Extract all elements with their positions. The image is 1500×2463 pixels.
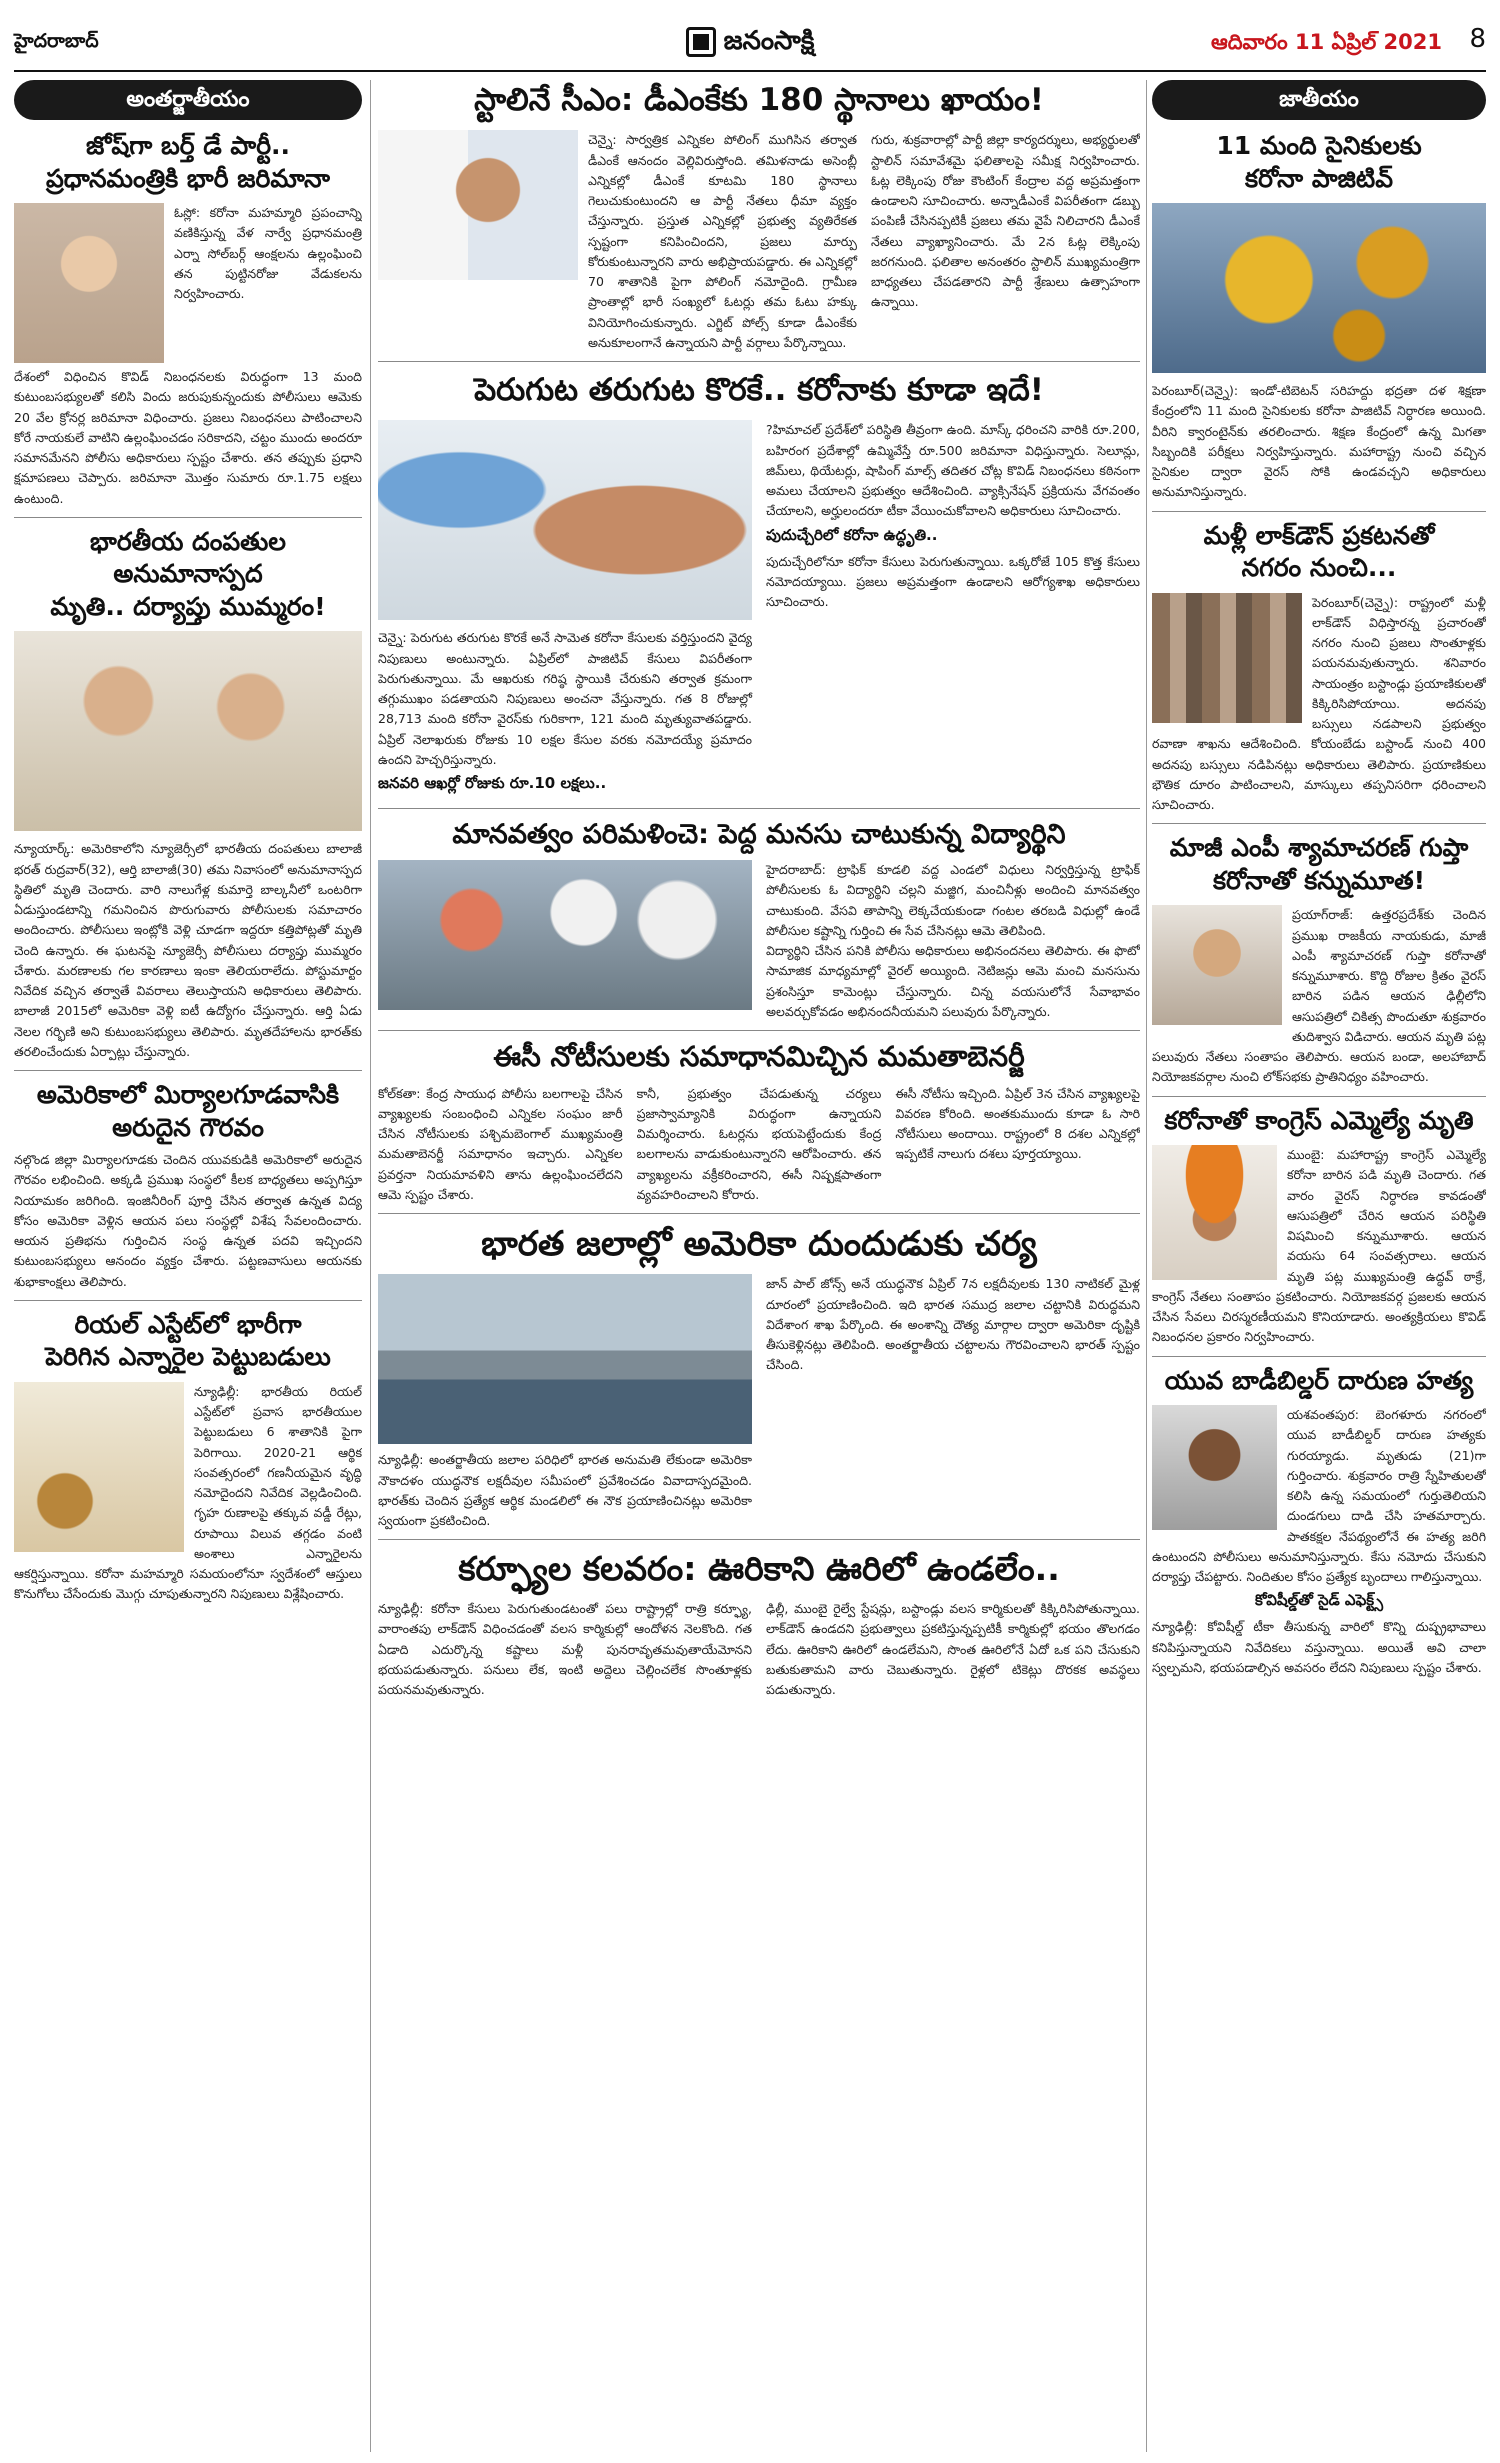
column-divider <box>370 80 371 2452</box>
headline-line: జోష్‌గా బర్త్ డే పార్టీ.. <box>85 131 291 160</box>
story-shyamacharan-gupta <box>1152 832 1486 1087</box>
story-body: విద్యార్థిని చేసిన పనికి పోలీసు అధికారులు అభినందనలు తెలిపారు. ఈ ఫొటో సామాజిక మాధ్యమాల్లో వైరల్ అయ్యింది. నెటిజన్లు ఆమె మంచి మనసును ప్రశంసిస్తూ కామెంట్లు చేస్తున్నారు. చిన్న వయసులోనే సేవాభావం అలవర్చుకోవడం అభినందనీయమని పలువురు పేర్కొన్నారు. <box>766 943 1140 1019</box>
story-separator <box>378 1539 1140 1540</box>
story-lead: ఓస్లో: కరోనా మహమ్మారి ప్రపంచాన్ని వణికిస్తున్న వేళ నార్వే ప్రధానమంత్రి ఎర్నా సోల్‌బర్గ్ ఆంక్షలను ఉల్లంఘించి తన పుట్టినరోజు వేడుకలను నిర్వహించారు. <box>174 205 362 301</box>
headline: భారత జలాల్లో అమెరికా దుందుడుకు చర్య <box>481 1224 1037 1265</box>
story-norway-pm <box>14 130 362 509</box>
story-separator <box>14 1300 362 1301</box>
masthead <box>14 22 1486 68</box>
story-body: కోల్‌కతా: కేంద్ర సాయుధ పోలీసు బలగాలపై చేసిన వ్యాఖ్యలకు సంబంధించి ఎన్నికల సంఘం జారీ చేసిన నోటీసులకు పశ్చిమబెంగాల్ ముఖ్యమంత్రి మమతాబెనర్జీ సమాధానం ఇచ్చారు. ఎన్నికల ప్రవర్తనా నియమావళిని తాను ఉల్లంఘించలేదని ఆమె స్పష్టం చేశారు. <box>378 1085 623 1202</box>
story-corona-cycle <box>378 370 1140 800</box>
masthead-city: హైదరాబాద్ <box>14 30 99 52</box>
headline-line: కరోనా పాజిటివ్ <box>1245 163 1393 193</box>
headline: పెరుగుట తరుగుట కొరకే.. కరోనాకు కూడా ఇదే! <box>474 372 1044 409</box>
headline: కరోనాతో కాంగ్రెస్ ఎమ్మెల్యే మృతి <box>1164 1105 1474 1135</box>
headline-line: అరుదైన గౌరవం <box>112 1112 264 1142</box>
headline-line: నగరం నుంచి... <box>1241 553 1397 582</box>
story-body: ప్రయాగ్‌రాజ్: ఉత్తరప్రదేశ్‌కు చెందిన ప్రముఖ రాజకీయ నాయకుడు, మాజీ ఎంపీ శ్యామాచరణ్ గుప్తా కరోనాతో కన్నుమూశారు. కొద్ది రోజుల క్రితం వైరస్ బారిన పడిన ఆయన ఢిల్లీలోని ఆసుపత్రిలో చికిత్స పొందుతూ శుక్రవారం తుదిశ్వాస విడిచారు. ఆయన మృతి పట్ల పలువురు నేతలు సంతాపం తెలిపారు. ఆయన బండా, అలహాబాద్ నియోజకవర్గాల నుంచి లోక్‌సభకు ప్రాతినిధ్యం వహించారు. <box>1152 907 1486 1085</box>
story-body: ఢిల్లీ, ముంబై రైల్వే స్టేషన్లు, బస్టాండ్లు వలస కార్మికులతో కిక్కిరిసిపోతున్నాయి. లాక్‌డౌన్ ఉండదని ప్రభుత్వాలు ప్రకటిస్తున్నప్పటికీ కార్మికుల్లో భయం తొలగడం లేదు. ఊరికాని ఊరిలో ఉండలేమని, సొంత ఊరిలోనే ఏదో ఒక పని చేసుకుని బతుకుతామని వారు చెబుతున్నారు. రైళ్లలో టికెట్లు దొరకక అవస్థలు పడుతున్నారు. <box>766 1601 1140 1698</box>
story-separator <box>14 517 362 518</box>
story-body: న్యూఢిల్లీ: కోవిషీల్డ్ టీకా తీసుకున్న వారిలో కొన్ని దుష్ప్రభావాలు కనిపిస్తున్నాయని నివేదికలు వస్తున్నాయి. అయితే అవి చాలా స్వల్పమని, భయపడాల్సిన అవసరం లేదని నిపుణులు స్పష్టం చేశారు. <box>1152 1619 1486 1675</box>
photo-stalin <box>378 130 578 280</box>
story-separator <box>378 1030 1140 1031</box>
story-stalin <box>378 80 1140 353</box>
story-body: యశవంతపుర: బెంగళూరు నగరంలో యువ బాడీబిల్డర్ దారుణ హత్యకు గురయ్యాడు. మృతుడు (21)గా గుర్తించారు. శుక్రవారం రాత్రి స్నేహితులతో కలిసి ఉన్న సమయంలో గుర్తుతెలియని దుండగులు దాడి చేసి హతమార్చారు. పాతకక్షల నేపథ్యంలోనే ఈ హత్య జరిగి ఉంటుందని పోలీసులు అనుమానిస్తున్నారు. కేసు నమోదు చేసుకుని దర్యాప్తు చేపట్టారు. నిందితుల కోసం ప్రత్యేక బృందాలు గాలిస్తున్నాయి. <box>1152 1407 1486 1584</box>
story-indian-couple <box>14 526 362 1062</box>
photo-virus <box>1152 203 1486 373</box>
page-number: 8 <box>1469 24 1486 54</box>
story-body: న్యూఢిల్లీ: కరోనా కేసులు పెరుగుతుండటంతో పలు రాష్ట్రాల్లో రాత్రి కర్ఫ్యూ, వారాంతపు లాక్‌డౌన్ విధించడంతో వలస కార్మికుల్లో ఆందోళన నెలకొంది. గత ఏడాది ఎదుర్కొన్న కష్టాలు మళ్లీ పునరావృతమవుతాయేమోనని భయపడుతున్నారు. పనులు లేక, ఇంటి అద్దెలు చెల్లించలేక సొంతూళ్లకు పయనమవుతున్నారు. <box>378 1601 752 1698</box>
story-body: చెన్నై: సార్వత్రిక ఎన్నికల పోలింగ్ ముగిసిన తర్వాత డీఎంకే ఆనందం వెల్లివిరుస్తోంది. తమిళనాడు అసెంబ్లీ ఎన్నికల్లో డీఎంకే కూటమి 180 స్థానాలు గెలుచుకుంటుందని ఆ పార్టీ నేతలు ధీమా వ్యక్తం చేస్తున్నారు. ప్రస్తుత ఎన్నికల్లో ప్రభుత్వ వ్యతిరేకత స్పష్టంగా కనిపించిందని, ప్రజలు మార్పు కోరుకుంటున్నారని వారు అభిప్రాయపడ్డారు. ఈ ఎన్నికల్లో 70 శాతానికి పైగా పోలింగ్ నమోదైంది. గ్రామీణ ప్రాంతాల్లో భారీ సంఖ్యలో ఓటర్లు తమ ఓటు హక్కు వినియోగించుకున్నారు. ఎగ్జిట్ పోల్స్ కూడా డీఎంకేకు అనుకూలంగానే ఉన్నాయని పార్టీ వర్గాలు పేర్కొన్నాయి. <box>588 132 857 350</box>
story-body: న్యూఢిల్లీ: భారతీయ రియల్ ఎస్టేట్‌లో ప్రవాస భారతీయుల పెట్టుబడులు 6 శాతానికి పైగా పెరిగాయి. 2020-21 ఆర్థిక సంవత్సరంలో గణనీయమైన వృద్ధి నమోదైందని నివేదిక వెల్లడించింది. గృహ రుణాలపై తక్కువ వడ్డీ రేట్లు, రూపాయి విలువ తగ్గడం వంటి అంశాలు ఎన్నారైలను ఆకర్షిస్తున్నాయి. కరోనా మహమ్మారి సమయంలోనూ స్వదేశంలో ఆస్తులు కొనుగోలు చేసేందుకు మొగ్గు చూపుతున్నారని నిపుణులు విశ్లేషించారు. <box>14 1383 362 1602</box>
story-body: చెన్నై: పెరుగుట తరుగుట కొరకే అనే సామెత కరోనా కేసులకు వర్తిస్తుందని వైద్య నిపుణులు అంటున్నారు. ఏప్రిల్‌లో పాజిటివ్ కేసులు విపరీతంగా పెరుగుతున్నాయి. మే ఆఖరుకు గరిష్ఠ స్థాయికి చేరుకుని తర్వాత క్రమంగా తగ్గుముఖం పడతాయని నిపుణులు అంచనా వేస్తున్నారు. గత 8 రోజుల్లో 28,713 మంది కరోనా వైరస్‌కు గురికాగా, 121 మంది మృత్యువాతపడ్డారు. ఏప్రిల్ నెలాఖరుకు రోజుకు 10 లక్షల కేసుల వరకు నమోదయ్యే ప్రమాదం ఉందని హెచ్చరిస్తున్నారు. <box>378 630 752 767</box>
headline <box>1152 520 1486 585</box>
story-bodybuilder <box>1152 1365 1486 1679</box>
section-label-national: జాతీయం <box>1152 80 1486 120</box>
story-mamata <box>378 1039 1140 1205</box>
story-body: న్యూయార్క్: అమెరికాలోని న్యూజెర్సీలో భారతీయ దంపతులు బాలాజీ భరత్ రుద్రవార్(32), ఆర్తి బాలాజీ(30) తమ నివాసంలో అనుమానాస్పద స్థితిలో మృతి చెందారు. వారి నాలుగేళ్ల కుమార్తె బాల్కనీలో ఒంటరిగా ఏడుస్తుండటాన్ని గమనించిన పొరుగువారు పోలీసులకు సమాచారం అందించారు. పోలీసులు ఇంట్లోకి వెళ్లి చూడగా ఇద్దరూ కత్తిపోట్లతో మృతి చెంది ఉన్నారు. ఈ ఘటనపై న్యూజెర్సీ పోలీసులు దర్యాప్తు ముమ్మరం చేశారు. మరణాలకు గల కారణాలు ఇంకా తెలియరాలేదు. పోస్టుమార్టం నివేదిక వచ్చిన తర్వాతే వివరాలు తెలుస్తాయని అధికారులు తెలిపారు. బాలాజీ 2015లో అమెరికా వెళ్లి ఐటీ ఉద్యోగం చేస్తున్నారు. ఆర్తి ఏడు నెలల గర్భిణి అని కుటుంబసభ్యులు తెలిపారు. మృతదేహాలను భారత్‌కు తరలించేందుకు ఏర్పాట్లు చేస్తున్నారు. <box>14 841 362 1059</box>
photo-couple <box>14 631 362 831</box>
story-humanity <box>378 817 1140 1022</box>
headline-line: కరోనాతో కన్నుమూత! <box>1212 865 1426 895</box>
headline <box>1152 130 1486 195</box>
masthead-rule <box>14 70 1486 72</box>
story-body: పెరంబూర్(చెన్నై): రాష్ట్రంలో మళ్లీ లాక్‌డౌన్ విధిస్తారన్న ప్రచారంతో నగరం నుంచి ప్రజలు సొంతూళ్లకు పయనమవుతున్నారు. శనివారం సాయంత్రం బస్టాండ్లు ప్రయాణికులతో కిక్కిరిసిపోయాయి. అదనపు బస్సులు నడపాలని ప్రభుత్వం రవాణా శాఖను ఆదేశించింది. కోయంబేడు బస్టాండ్ నుంచి 400 అదనపు బస్సులు నడిపినట్లు అధికారులు తెలిపారు. ప్రయాణికులు భౌతిక దూరం పాటించాలని, మాస్కులు తప్పనిసరిగా ధరించాలని సూచించారు. <box>1152 594 1486 812</box>
story-curfew-migrants <box>378 1548 1140 1700</box>
headline <box>1152 832 1486 897</box>
headline-line: మళ్లీ లాక్‌డౌన్ ప్రకటనతో <box>1203 520 1435 550</box>
newspaper-logo-icon <box>686 27 716 57</box>
story-body: కానీ, ప్రభుత్వం చేపడుతున్న చర్యలు ప్రజాస్వామ్యానికి విరుద్ధంగా ఉన్నాయని విమర్శించారు. ఓటర్లను భయపెట్టేందుకు కేంద్ర బలగాలను వాడుకుంటున్నారని ఆరోపించారు. తన వ్యాఖ్యలను వక్రీకరించారని, ఈసీ నిష్పక్షపాతంగా వ్యవహరించాలని కోరారు. <box>636 1085 882 1202</box>
headline: యువ బాడీబిల్డర్ దారుణ హత్య <box>1164 1365 1474 1395</box>
photo-congress-mla <box>1152 1145 1277 1280</box>
masthead-date: ఆదివారం 11 ఏప్రిల్ 2021 <box>1210 30 1442 54</box>
story-lockdown-exodus <box>1152 520 1486 816</box>
story-body: ముంబై: మహారాష్ట్ర కాంగ్రెస్ ఎమ్మెల్యే కరోనా బారిన పడి మృతి చెందారు. గత వారం వైరస్ నిర్ధారణ కావడంతో ఆసుపత్రిలో చేరిన ఆయన పరిస్థితి విషమించి కన్నుమూశారు. ఆయన వయసు 64 సంవత్సరాలు. ఆయన మృతి పట్ల ముఖ్యమంత్రి ఉద్ధవ్ ఠాక్రే, కాంగ్రెస్ నేతలు సంతాపం ప్రకటించారు. నియోజకవర్గ ప్రజలకు ఆయన చేసిన సేవలు చిరస్మరణీయమని కొనియాడారు. అంత్యక్రియలు కొవిడ్ నిబంధనల ప్రకారం నిర్వహించారు. <box>1152 1147 1486 1345</box>
headline-line: అమెరికాలో మిర్యాలగూడవాసికి <box>36 1080 340 1109</box>
headline <box>14 130 362 195</box>
headline: కర్ఫ్యూల కలవరం: ఊరికాని ఊరిలో ఉండలేం.. <box>458 1549 1060 1589</box>
story-body: ?హిమాచల్‌ ప్రదేశ్‌లో పరిస్థితి తీవ్రంగా ఉంది. మాస్క్ ధరించని వారికి రూ.200, బహిరంగ ప్రదేశాల్లో ఉమ్మివేస్తే రూ.500 జరిమానా విధిస్తున్నారు. సెలూన్లు, జిమ్‌లు, థియేటర్లు, షాపింగ్ మాల్స్ తదితర చోట్ల కొవిడ్ నిబంధనలు కఠినంగా అమలు చేయాలని ప్రభుత్వం ఆదేశించింది. వ్యాక్సినేషన్ ప్రక్రియను వేగవంతం చేయాలని, అర్హులందరూ టీకా వేయించుకోవాలని అధికారులు సూచించారు. <box>766 422 1140 519</box>
story-body: న్యూఢిల్లీ: అంతర్జాతీయ జలాల పరిధిలో భారత అనుమతి లేకుండా అమెరికా నౌకాదళం యుద్ధనౌక లక్షదీవుల సమీపంలో ప్రవేశించడం వివాదాస్పదమైంది. భారత్‌కు చెందిన ప్రత్యేక ఆర్థిక మండలిలో ఈ నౌక ప్రయాణించినట్లు అమెరికా స్వయంగా ప్రకటించింది. <box>378 1452 752 1529</box>
story-soldiers-covid <box>1152 130 1486 503</box>
photo-shyamacharan-gupta <box>1152 905 1282 1025</box>
story-body: దేశంలో విధించిన కొవిడ్ నిబంధనలకు విరుద్ధంగా 13 మంది కుటుంబసభ్యులతో కలిసి విందు జరుపుకున్నందుకు పోలీసులు ఆమెకు 20 వేల క్రోనర్ల జరిమానా విధించారు. ప్రజలు నిబంధనలు పాటించాలని కోరే నాయకులే వాటిని ఉల్లంఘించడం సరికాదని, చట్టం ముందు అందరూ సమానమేనని పోలీసు అధికారులు స్పష్టం చేశారు. తన తప్పుకు ప్రధాని క్షమాపణలు చెప్పారు. జరిమానా మొత్తం సుమారు రూ.1.75 లక్షలు ఉంటుంది. <box>14 369 362 506</box>
headline-line: 11 మంది సైనికులకు <box>1216 131 1422 160</box>
section-label-international: అంతర్జాతీయం <box>14 80 362 120</box>
headline <box>14 526 362 624</box>
masthead-paper-name: జనంసాక్షి <box>723 26 815 56</box>
story-body: జాన్ పాల్ జోన్స్ అనే యుద్ధనౌక ఏప్రిల్ 7న లక్షదీవులకు 130 నాటికల్ మైళ్ల దూరంలో ప్రయాణించింది. ఇది భారత సముద్ర జలాల చట్టానికి విరుద్ధమని విదేశాంగ శాఖ పేర్కొంది. ఈ అంశాన్ని దౌత్య మార్గాల ద్వారా అమెరికా దృష్టికి తీసుకెళ్లినట్లు తెలిపింది. అంతర్జాతీయ చట్టాలను గౌరవించాలని భారత్ స్పష్టం చేసింది. <box>766 1276 1140 1373</box>
story-separator <box>1152 823 1486 824</box>
story-body: పెరంబూర్(చెన్నై): ఇండో-టిబెటన్ సరిహద్దు భద్రతా దళ శిక్షణా కేంద్రంలోని 11 మంది సైనికులకు కరోనా పాజిటివ్ నిర్ధారణ అయింది. వీరిని క్వారంటైన్‌కు తరలించారు. శిక్షణ కేంద్రంలో ఉన్న మిగతా సిబ్బందికి పరీక్షలు నిర్వహిస్తున్నారు. మహారాష్ట్ర నుంచి వచ్చిన సైనికుల ద్వారా వైరస్ సోకి ఉండవచ్చని అధికారులు అనుమానిస్తున్నారు. <box>1152 383 1486 500</box>
photo-covid-test <box>378 420 752 620</box>
headline <box>14 1079 362 1144</box>
story-body: హైదరాబాద్: ట్రాఫిక్ కూడలి వద్ద ఎండలో విధులు నిర్వర్తిస్తున్న ట్రాఫిక్ పోలీసులకు ఓ విద్యార్థిని చల్లని మజ్జిగ, మంచినీళ్లు అందించి మానవత్వం చాటుకుంది. వేసవి తాపాన్ని లెక్కచేయకుండా గంటల తరబడి విధుల్లో ఉండే పోలీసుల కష్టాన్ని గుర్తించి ఈ సేవ చేసినట్లు ఆమె తెలిపింది. <box>766 862 1140 938</box>
photo-traffic-police <box>378 860 752 1010</box>
photo-norway-pm <box>14 203 164 363</box>
story-separator <box>378 361 1140 362</box>
headline: మానవత్వం పరిమళించె: పెద్ద మనసు చాటుకున్న విద్యార్థిని <box>452 819 1066 851</box>
story-separator <box>1152 511 1486 512</box>
subheading: కోవిషీల్డ్‌తో సైడ్ ఎఫెక్ట్స్ <box>1255 1591 1383 1610</box>
photo-house <box>14 1382 184 1552</box>
photo-bodybuilder <box>1152 1405 1277 1530</box>
photo-bus-crowd <box>1152 593 1302 723</box>
subheading: జనవరి ఆఖర్లో రోజుకు రూ.10 లక్షలు.. <box>378 774 607 793</box>
column-divider <box>1146 80 1147 2452</box>
left-column <box>14 80 362 2452</box>
story-body: ఈసీ నోటీసు ఇచ్చింది. ఏప్రిల్ 3న చేసిన వ్యాఖ్యలపై వివరణ కోరింది. అంతకుముందు కూడా ఓ సారి నోటీసులు అందాయి. రాష్ట్రంలో 8 దశల ఎన్నికల్లో ఇప్పటికే నాలుగు దశలు పూర్తయ్యాయి. <box>895 1085 1140 1162</box>
story-congress-mla <box>1152 1105 1486 1348</box>
story-separator <box>378 808 1140 809</box>
headline: ఈసీ నోటీసులకు సమాధానమిచ్చిన మమతాబెనర్జీ <box>493 1040 1025 1074</box>
story-separator <box>1152 1096 1486 1097</box>
subheading: పుదుచ్చేరిలో కరోనా ఉద్ధృతి.. <box>766 525 938 544</box>
headline-line: మాజీ ఎంపీ శ్యామాచరణ్ గుప్తా <box>1169 833 1469 863</box>
story-separator <box>1152 1356 1486 1357</box>
story-nri-realestate <box>14 1309 362 1605</box>
story-separator <box>378 1213 1140 1214</box>
story-body: గురు, శుక్రవారాల్లో పార్టీ జిల్లా కార్యదర్శులు, అభ్యర్థులతో స్టాలిన్ సమావేశమై ఫలితాలపై సమీక్ష నిర్వహించారు. ఓట్ల లెక్కింపు రోజు కౌంటింగ్ కేంద్రాల వద్ద అప్రమత్తంగా ఉండాలని సూచించారు. అన్నాడీఎంకే విపరీతంగా డబ్బు పంపిణీ చేసినప్పటికీ ప్రజలు తమ వైపే నిలిచారని డీఎంకే నేతలు వ్యాఖ్యానించారు. మే 2న ఓట్ల లెక్కింపు జరగనుంది. ఫలితాల అనంతరం స్టాలిన్ ముఖ్యమంత్రిగా బాధ్యతలు చేపడతారని పార్టీ శ్రేణులు ఉత్సాహంగా ఉన్నాయి. <box>871 132 1140 310</box>
story-body: పుదుచ్చేరిలోనూ కరోనా కేసులు పెరుగుతున్నాయి. ఒక్కరోజే 105 కొత్త కేసులు నమోదయ్యాయి. ప్రజలు అప్రమత్తంగా ఉండాలని ఆరోగ్యశాఖ అధికారులు సూచించారు. <box>766 553 1140 610</box>
story-us-navy <box>378 1222 1140 1531</box>
headline-line: మృతి.. దర్యాప్తు ముమ్మరం! <box>50 591 326 621</box>
photo-warship <box>378 1274 752 1444</box>
headline: స్టాలినే సీఎం: డీఎంకేకు 180 స్థానాలు ఖాయం! <box>474 82 1044 118</box>
story-body: నల్గొండ జిల్లా మిర్యాలగూడకు చెందిన యువకుడికి అమెరికాలో అరుదైన గౌరవం లభించింది. అక్కడి ప్రముఖ సంస్థలో కీలక బాధ్యతలు అప్పగిస్తూ నియామకం జరిగింది. ఇంజినీరింగ్ పూర్తి చేసిన తర్వాత ఉన్నత విద్య కోసం అమెరికా వెళ్లిన ఆయన పలు సంస్థల్లో విశేష సేవలందించారు. ఆయన ప్రతిభను గుర్తించిన సంస్థ ఉన్నత పదవి ఇచ్చిందని కుటుంబసభ్యులు ఆనందం వ్యక్తం చేశారు. పట్టణవాసులు ఆయనకు శుభాకాంక్షలు తెలిపారు. <box>14 1152 362 1289</box>
headline-line: భారతీయ దంపతుల అనుమానాస్పద <box>90 526 286 589</box>
headline-line: ప్రధానమంత్రికి భారీ జరిమానా <box>45 163 331 193</box>
story-separator <box>14 1070 362 1071</box>
headline-line: రియల్ ఎస్టేట్‌లో భారీగా <box>74 1309 302 1339</box>
headline-line: పెరిగిన ఎన్నారైల పెట్టుబడులు <box>45 1342 331 1372</box>
right-column <box>1152 80 1486 2452</box>
story-miryalaguda <box>14 1079 362 1292</box>
middle-column <box>378 80 1140 2452</box>
headline <box>14 1309 362 1374</box>
